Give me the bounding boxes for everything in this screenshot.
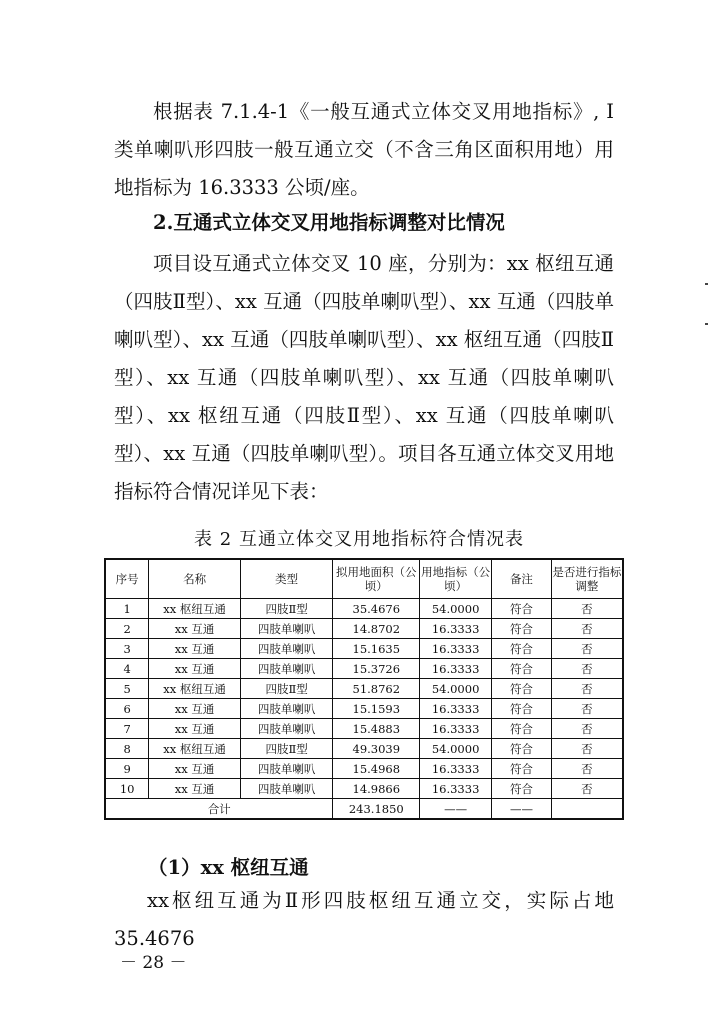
- cell-name: xx 互通: [149, 779, 241, 799]
- cell-type: 四肢Ⅱ型: [240, 599, 333, 619]
- cell-note: 符合: [492, 719, 552, 739]
- cell-no: 7: [105, 719, 149, 739]
- cell-type: 四肢单喇叭: [240, 699, 333, 719]
- cell-note: 符合: [492, 659, 552, 679]
- cell-index: 16.3333: [420, 719, 492, 739]
- cell-no: 5: [105, 679, 149, 699]
- cell-note: 符合: [492, 699, 552, 719]
- scan-edge-mark: [705, 323, 708, 325]
- cell-name: xx 枢纽互通: [149, 679, 241, 699]
- cell-type: 四肢单喇叭: [240, 619, 333, 639]
- cell-no: 8: [105, 739, 149, 759]
- cell-name: xx 互通: [149, 639, 241, 659]
- cell-adjust: 否: [551, 699, 623, 719]
- cell-area: 51.8762: [333, 679, 420, 699]
- cell-adjust: 否: [551, 779, 623, 799]
- cell-note: 符合: [492, 679, 552, 699]
- cell-name: xx 互通: [149, 659, 241, 679]
- cell-no: 6: [105, 699, 149, 719]
- cell-adjust: 否: [551, 599, 623, 619]
- cell-note: 符合: [492, 619, 552, 639]
- total-adjust: [551, 799, 623, 820]
- cell-no: 10: [105, 779, 149, 799]
- table-row: [105, 619, 623, 639]
- page-number: － 28 －: [120, 953, 187, 973]
- table-row: [105, 599, 623, 619]
- paragraph-land-index: 根据表 7.1.4-1《一般互通式立体交叉用地指标》, I 类单喇叭形四肢一般互通立交（不含三角区面积用地）用地指标为 16.3333 公顷/座。: [114, 100, 614, 199]
- cell-area: 15.4883: [333, 719, 420, 739]
- header-name: 名称: [149, 559, 241, 599]
- cell-adjust: 否: [551, 759, 623, 779]
- cell-index: 16.3333: [420, 779, 492, 799]
- interchange-land-table: [104, 558, 624, 820]
- cell-type: 四肢单喇叭: [240, 719, 333, 739]
- cell-no: 1: [105, 599, 149, 619]
- cell-area: 35.4676: [333, 599, 420, 619]
- table-body: [105, 599, 623, 820]
- section-heading-2: 2.互通式立体交叉用地指标调整对比情况: [153, 211, 505, 234]
- cell-note: 符合: [492, 779, 552, 799]
- total-label: 合计: [105, 799, 333, 820]
- cell-type: 四肢单喇叭: [240, 639, 333, 659]
- cell-index: 16.3333: [420, 639, 492, 659]
- table-caption: 表 2 互通立体交叉用地指标符合情况表: [194, 529, 524, 550]
- header-type: 类型: [240, 559, 333, 599]
- cell-area: 15.1593: [333, 699, 420, 719]
- table-row: [105, 759, 623, 779]
- cell-area: 14.8702: [333, 619, 420, 639]
- cell-no: 9: [105, 759, 149, 779]
- cell-index: 54.0000: [420, 679, 492, 699]
- table-row: [105, 719, 623, 739]
- cell-note: 符合: [492, 639, 552, 659]
- cell-no: 2: [105, 619, 149, 639]
- cell-area: 15.1635: [333, 639, 420, 659]
- cell-adjust: 否: [551, 679, 623, 699]
- cell-index: 54.0000: [420, 739, 492, 759]
- cell-note: 符合: [492, 599, 552, 619]
- cell-adjust: 否: [551, 739, 623, 759]
- cell-type: 四肢Ⅱ型: [240, 739, 333, 759]
- cell-name: xx 互通: [149, 719, 241, 739]
- cell-type: 四肢单喇叭: [240, 779, 333, 799]
- cell-adjust: 否: [551, 659, 623, 679]
- cell-index: 16.3333: [420, 759, 492, 779]
- cell-name: xx 枢纽互通: [149, 739, 241, 759]
- cell-index: 16.3333: [420, 659, 492, 679]
- cell-area: 49.3039: [333, 739, 420, 759]
- cell-type: 四肢Ⅱ型: [240, 679, 333, 699]
- header-no: 序号: [105, 559, 149, 599]
- table-row: [105, 639, 623, 659]
- table-header-row: [105, 559, 623, 599]
- table-row: [105, 679, 623, 699]
- table-row: [105, 699, 623, 719]
- table-total-row: [105, 799, 623, 820]
- cell-name: xx 互通: [149, 619, 241, 639]
- table-row: [105, 739, 623, 759]
- table-row: [105, 659, 623, 679]
- table-row: [105, 779, 623, 799]
- cell-area: 15.3726: [333, 659, 420, 679]
- cell-index: 16.3333: [420, 619, 492, 639]
- cell-name: xx 枢纽互通: [149, 599, 241, 619]
- cell-adjust: 否: [551, 719, 623, 739]
- header-area: 拟用地面积（公顷）: [333, 559, 420, 599]
- paragraph-hub-interchange: xx枢纽互通为Ⅱ形四肢枢纽互通立交，实际占地35.4676: [114, 889, 614, 950]
- paragraph-interchange-list: 项目设互通式立体交叉 10 座，分别为：xx 枢纽互通（四肢Ⅱ型）、xx 互通（四肢单喇叭型）、xx 互通（四肢单喇叭型）、xx 互通（四肢单喇叭型）、xx 枢纽互通（四肢Ⅱ型）、xx 互通（四肢单喇叭型）、xx 互通（四肢单喇叭型）、xx 枢纽互通（四肢Ⅱ型）、xx 互通（四肢单喇叭型）、xx 互通（四肢单喇叭型）。项目各互通立体交叉用地指标符合情况详见下表：: [114, 252, 614, 503]
- header-note: 备注: [492, 559, 552, 599]
- cell-note: 符合: [492, 739, 552, 759]
- header-adjust: 是否进行指标调整: [551, 559, 623, 599]
- scan-edge-mark: [705, 283, 708, 285]
- cell-index: 16.3333: [420, 699, 492, 719]
- cell-name: xx 互通: [149, 699, 241, 719]
- total-index: ——: [420, 799, 492, 820]
- cell-adjust: 否: [551, 619, 623, 639]
- cell-no: 3: [105, 639, 149, 659]
- cell-name: xx 互通: [149, 759, 241, 779]
- total-area: 243.1850: [333, 799, 420, 820]
- cell-index: 54.0000: [420, 599, 492, 619]
- cell-type: 四肢单喇叭: [240, 659, 333, 679]
- total-note: ——: [492, 799, 552, 820]
- cell-area: 14.9866: [333, 779, 420, 799]
- cell-area: 15.4968: [333, 759, 420, 779]
- cell-adjust: 否: [551, 639, 623, 659]
- subsection-heading: （1）xx 枢纽互通: [148, 856, 309, 879]
- cell-no: 4: [105, 659, 149, 679]
- header-index: 用地指标（公顷）: [420, 559, 492, 599]
- cell-note: 符合: [492, 759, 552, 779]
- cell-type: 四肢单喇叭: [240, 759, 333, 779]
